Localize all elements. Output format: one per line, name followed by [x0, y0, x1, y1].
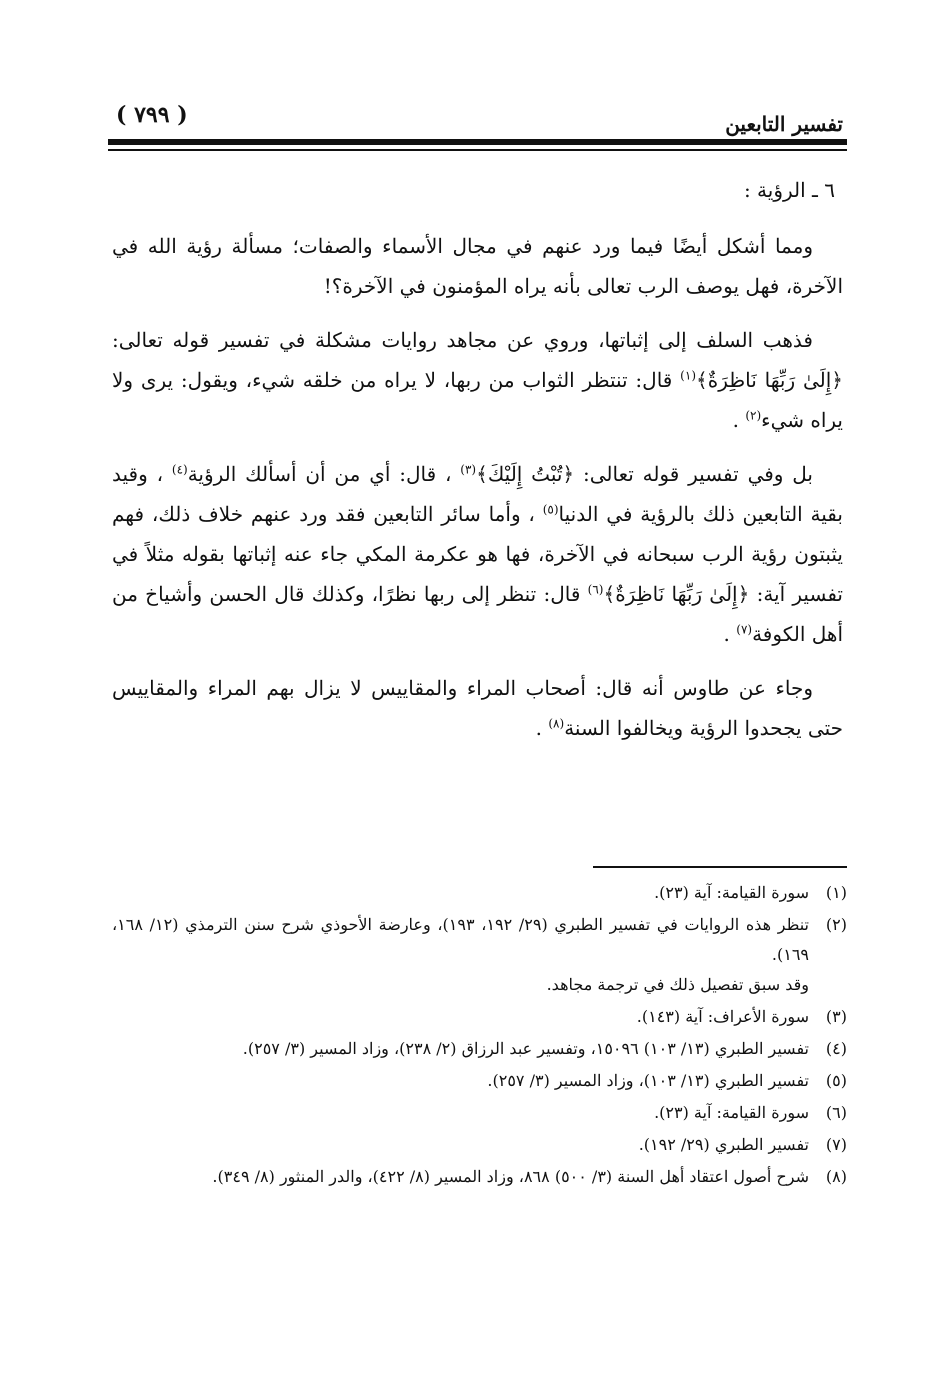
footnote-number: (٥) [825, 1071, 847, 1090]
paragraph-text: وجاء عن طاوس أنه قال: أصحاب المراء والمقاييس لا يزال بهم المراء والمقاييس حتى يجحدوا الرؤية ويخالفوا السنة [112, 676, 843, 740]
footnote-ref[interactable]: (٦) [587, 582, 604, 597]
footnote-number: (٢) [825, 915, 847, 934]
footnote-2 [112, 910, 847, 1000]
footnote-ref[interactable]: (٢) [745, 408, 762, 423]
footnote-text: سورة القيامة: آية (٢٣). [654, 883, 809, 902]
paragraph-text: . [732, 408, 746, 432]
footnote-text: شرح أصول اعتقاد أهل السنة (٣/ ٥٠٠) ٨٦٨، وزاد المسير (٨/ ٤٢٢)، والدر المنثور (٨/ ٣٤٩). [212, 1167, 809, 1186]
main-text [112, 170, 843, 762]
paragraph-1 [112, 226, 843, 306]
footnote-ref[interactable]: (١) [680, 368, 696, 383]
footnote-ref[interactable]: (٨) [548, 716, 565, 731]
footnote-number: (١) [825, 883, 847, 902]
paragraph-text: قال: تنظر إلى ربها نظرًا، وكذلك قال الحسن وأشياخ من أهل الكوفة [112, 582, 843, 646]
footnote-4 [112, 1034, 847, 1064]
paragraph-text: ، وأما سائر التابعين فقد ورد عنهم خلاف ذلك، فهم يثبتون رؤية الرب سبحانه في الآخرة، فها هو عكرمة المكي جاء عنه إثباتها بقوله مثلاً في تفسير آية: ﴿إِلَىٰ رَبِّهَا نَاظِرَةٌ﴾ [112, 502, 843, 606]
footnote-number: (٧) [825, 1135, 847, 1154]
footnote-3 [112, 1002, 847, 1032]
footnote-number: (٤) [825, 1039, 847, 1058]
footnote-text: تفسير الطبري (٢٩/ ١٩٢). [638, 1135, 809, 1154]
footnote-extra: وقد سبق تفصيل ذلك في ترجمة مجاهد. [546, 975, 809, 994]
footnote-ref[interactable]: (٤) [171, 462, 188, 477]
section-heading: ٦ ـ الرؤية : [743, 178, 835, 202]
footnote-text: تفسير الطبري (١٣/ ١٠٣) ١٥٠٩٦، وتفسير عبد الرزاق (٢/ ٢٣٨)، وزاد المسير (٣/ ٢٥٧). [242, 1039, 809, 1058]
paragraph-3 [112, 454, 843, 654]
paragraph-2 [112, 320, 843, 440]
page-header [108, 98, 843, 138]
paragraph-text: قال: تنتظر الثواب من ربها، لا يراه من خلقه شيء، ويقول: يرى ولا يراه شيء [112, 368, 843, 432]
footnote-number: (٨) [825, 1167, 847, 1186]
paragraph-text: ومما أشكل أيضًا فيما ورد عنهم في مجال الأسماء والصفات؛ مسألة رؤية الله في الآخرة، فهل يوصف الرب تعالى بأنه يراه المؤمنون في الآخرة؟! [112, 234, 843, 298]
footnote-ref[interactable]: (٧) [736, 622, 753, 637]
footnote-separator [593, 866, 847, 868]
footnote-text: تنظر هذه الروايات في تفسير الطبري (٢٩/ ١٩٢، ١٩٣)، وعارضة الأحوذي شرح سنن الترمذي (١٢/ ١٦٨، ١٦٩). [112, 915, 809, 964]
footnote-ref[interactable]: (٥) [542, 502, 559, 517]
footnote-5 [112, 1066, 847, 1096]
footnote-text: سورة الأعراف: آية (١٤٣). [636, 1007, 809, 1026]
paragraph-text: ، قال: أي من أن أسألك الرؤية [187, 462, 461, 486]
footnote-6 [112, 1098, 847, 1128]
page-number: ( ٧٩٩ ) [116, 102, 188, 128]
footnote-8 [112, 1162, 847, 1192]
footnote-text: سورة القيامة: آية (٢٣). [654, 1103, 809, 1122]
footnote-number: (٦) [825, 1103, 847, 1122]
header-rule-thick [108, 139, 847, 145]
header-rule-thin [108, 149, 847, 151]
paragraph-text: . [535, 716, 549, 740]
footnote-number: (٣) [825, 1007, 847, 1026]
footnote-text: تفسير الطبري (١٣/ ١٠٣)، وزاد المسير (٣/ ٢٥٧). [487, 1071, 809, 1090]
footnote-ref[interactable]: (٣) [460, 462, 477, 477]
paragraph-text: ، وقيد بقية التابعين ذلك بالرؤية في الدنيا [112, 462, 843, 526]
paragraph-text: . [723, 622, 737, 646]
paragraph-text: فذهب السلف إلى إثباتها، وروي عن مجاهد روايات مشكلة في تفسير قوله تعالى: ﴿إِلَىٰ رَبِّهَا نَاظِرَةٌ﴾ [112, 328, 843, 392]
running-title: تفسير التابعين [725, 112, 843, 136]
footnotes [112, 878, 847, 1194]
footnote-1 [112, 878, 847, 908]
footnote-7 [112, 1130, 847, 1160]
paragraph-text: بل وفي تفسير قوله تعالى: ﴿تُبْتُ إِلَيْكَ﴾ [476, 462, 813, 486]
paragraph-4 [112, 668, 843, 748]
